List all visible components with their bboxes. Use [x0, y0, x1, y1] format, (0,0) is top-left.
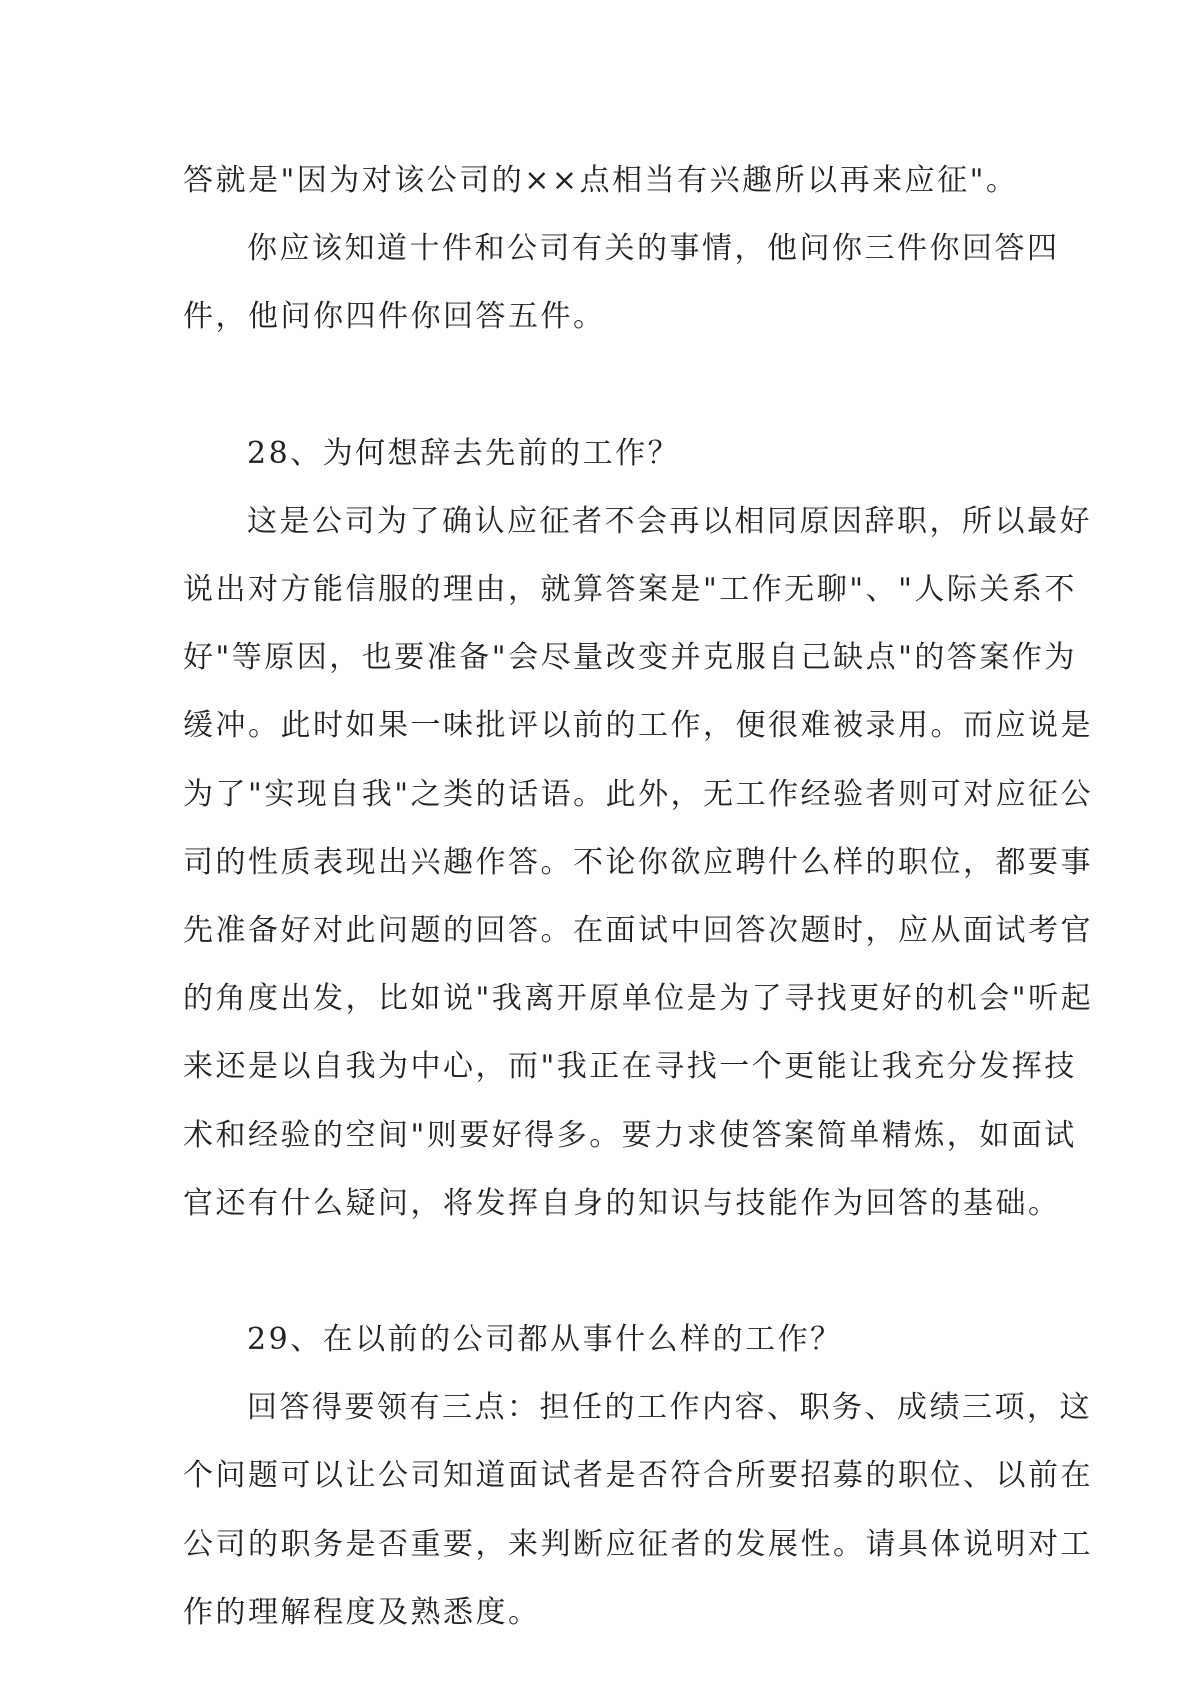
text-line: 件，他问你四件你回答五件。 [183, 299, 606, 335]
text-line: 作的理解程度及熟悉度。 [183, 1594, 541, 1630]
paragraph-gap [183, 1238, 1023, 1306]
text-line: 的角度出发，比如说"我离开原单位是为了寻找更好的机会"听起 [183, 981, 1094, 1017]
text-line: 先准备好对此问题的回答。在面试中回答次题时，应从面试考官 [183, 913, 1093, 949]
document-body [183, 147, 1094, 1647]
text-line: 公司的职务是否重要，来判断应征者的发展性。请具体说明对工 [183, 1526, 1093, 1562]
text-line: 术和经验的空间"则要好得多。要力求使答案简单精炼，如面试 [183, 1117, 1077, 1153]
text-line: 个问题可以让公司知道面试者是否符合所要招募的职位、以前在 [183, 1458, 1093, 1494]
text-line: 官还有什么疑问，将发挥自身的知识与技能作为回答的基础。 [183, 1185, 1061, 1221]
text-line: 好"等原因，也要准备"会尽量改变并克服自己缺点"的答案作为 [183, 640, 1077, 676]
question-heading-29: 29、在以前的公司都从事什么样的工作？ [247, 1322, 843, 1358]
text-line: 为了"实现自我"之类的话语。此外，无工作经验者则可对应征公 [183, 776, 1094, 812]
question-heading-28: 28、为何想辞去先前的工作？ [247, 435, 681, 471]
text-line: 这是公司为了确认应征者不会再以相同原因辞职，所以最好 [247, 503, 1092, 539]
text-line: 你应该知道十件和公司有关的事情，他问你三件你回答四 [247, 231, 1060, 267]
text-line: 回答得要领有三点：担任的工作内容、职务、成绩三项，这 [247, 1390, 1092, 1426]
paragraph-gap [183, 352, 1023, 420]
text-line: 答就是"因为对该公司的××点相当有兴趣所以再来应征"。 [183, 163, 1019, 198]
text-line: 司的性质表现出兴趣作答。不论你欲应聘什么样的职位，都要事 [183, 844, 1093, 880]
text-line: 来还是以自我为中心，而"我正在寻找一个更能让我充分发挥技 [183, 1049, 1077, 1085]
text-line: 说出对方能信服的理由，就算答案是"工作无聊"、"人际关系不 [183, 572, 1077, 608]
text-line: 缓冲。此时如果一味批评以前的工作，便很难被录用。而应说是 [183, 708, 1093, 744]
